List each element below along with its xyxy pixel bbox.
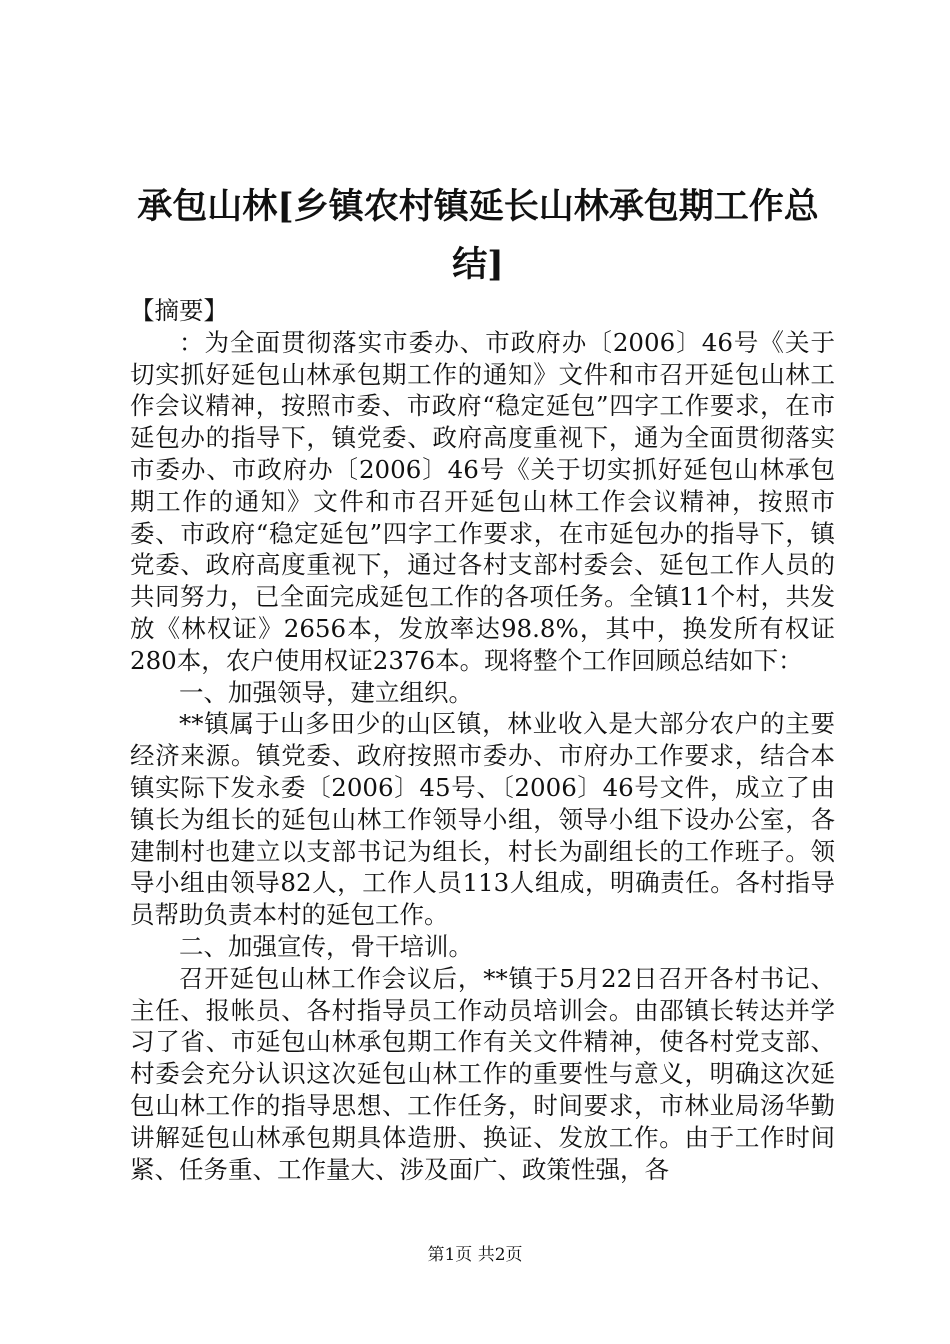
- paragraph-section-2: 召开延包山林工作会议后，**镇于5月22日召开各村书记、主任、报帐员、各村指导员工作动员培训会。由邵镇长转达并学习了省、市延包山林承包期工作有关文件精神，使各村党支部、村委会充分认识这次延包山林工作的重要性与意义，明确这次延包山林工作的指导思想、工作任务，时间要求，市林业局汤华勤讲解延包山林承包期具体造册、换证、发放工作。由于工作时间紧、任务重、工作量大、涉及面广、政策性强，各: [130, 963, 835, 1184]
- paragraph-abstract: ：为全面贯彻落实市委办、市政府办〔2006〕46号《关于切实抓好延包山林承包期工作的通知》文件和市召开延包山林工作会议精神，按照市委、市政府“稳定延包”四字工作要求，在市延包办的指导下，镇党委、政府高度重视下，通为全面贯彻落实市委办、市政府办〔2006〕46号《关于切实抓好延包山林承包期工作的通知》文件和市召开延包山林工作会议精神，按照市委、市政府“稳定延包”四字工作要求，在市延包办的指导下，镇党委、政府高度重视下，通过各村支部村委会、延包工作人员的共同努力，已全面完成延包工作的各项任务。全镇11个村，共发放《林权证》2656本，发放率达98.8%，其中，换发所有权证280本，农户使用权证2376本。现将整个工作回顾总结如下：: [130, 327, 835, 675]
- abstract-label: 【摘要】: [130, 296, 228, 325]
- page-title: 承包山林[乡镇农村镇延长山林承包期工作总结]: [137, 186, 819, 285]
- page-footer: 第1页 共2页: [427, 1245, 523, 1265]
- section-heading-1: 一、加强领导，建立组织。: [179, 677, 473, 707]
- document-body: [130, 295, 835, 1185]
- paragraph-section-1: **镇属于山多田少的山区镇，林业收入是大部分农户的主要经济来源。镇党委、政府按照市委办、市府办工作要求，结合本镇实际下发永委〔2006〕45号、〔2006〕46号文件，成立了由镇长为组长的延包山林工作领导小组，领导小组下设办公室，各建制村也建立以支部书记为组长，村长为副组长的工作班子。领导小组由领导82人，工作人员113人组成，明确责任。各村指导员帮助负责本村的延包工作。: [130, 709, 835, 930]
- section-heading-2: 二、加强宣传，骨干培训。: [179, 931, 473, 961]
